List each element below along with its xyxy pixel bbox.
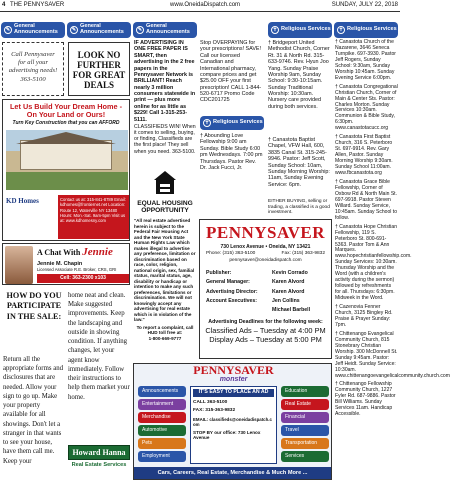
canastota-baptist-listing: † Canastota Baptist Chapel, VFW Hall, 600, 3835 Canal St. 315-245-9946. Pastor: Jeff Scott, Sunday School: 10am, Sunday Morning Worship: 11am, Sunday Evening Service: 6pm. — [268, 137, 330, 188]
megaphone-icon: ✎ — [5, 26, 11, 33]
place-ad-box — [190, 386, 277, 464]
monster-wordmark: monster — [219, 375, 248, 383]
article-body-left: Return all the appropriate forms and disclosures that are needed. Allow your sign to go up. Make your property available for all showings. Don't let a stranger in that wants to see your house, have them call me. Keep your — [3, 356, 64, 465]
listing-cazenovia: † Cazenovia Fenner Church, 3125 Bingley Rd. Praise & Prayer Sunday: 7pm. — [335, 304, 393, 328]
equal-housing-title: EQUAL HOUSING OPPORTUNITY — [137, 200, 193, 215]
dream-home-ad — [2, 99, 130, 241]
listing-chittenango-fellowship: † Chittenango Fellowship Community Church, 1227 Fyler Rd. 687-9886. Pastor Bill Williams. Sunday Services 11am. Handicap Accessible. — [335, 381, 396, 418]
category-announcements[interactable]: Announcements — [138, 386, 186, 397]
page-number: 4 — [2, 2, 6, 9]
cross-icon: ✝ — [338, 26, 344, 33]
religious-services-header-1: ✝ Religious Services — [268, 22, 332, 38]
listing-chittenango-evangelical: † Chittenango Evangelical Community Church, 815 Stonebrary Christian Worship. 300 McDonnell St. Sunday 9:45am. Pastor: Jeff Heidt. Sunday Service: 10:30am. www.chittenangoevangelicalcommunity.church.com — [335, 330, 450, 379]
monster-brand: PENNYSAVER — [193, 363, 274, 377]
listing-canastota-nazarene: † Canastota Church of the Nazarene, 3646 Seneca Turnpike. 697-3930. Pastor Jeff Rogers, Sunday School: 9:30am, Sunday Worship 10:45am. Sunday Evening Service 6:00pm. — [335, 39, 396, 81]
religious-services-header-mid: ✝ Religious Services — [200, 116, 264, 130]
category-employment[interactable]: Employment — [138, 451, 186, 462]
category-services[interactable]: Services — [281, 451, 329, 462]
place-ad-step-3: EMAIL: classifieds@oneidadispatch.com — [193, 417, 272, 428]
place-ad-headline: IT'S EASY TO PLACE AN AD — [193, 389, 274, 397]
pennysaver-logo: PENNYSAVER — [206, 223, 325, 242]
kd-homes-logo: KD Homes — [6, 197, 39, 205]
right-categories — [281, 386, 329, 462]
house-photo — [6, 130, 128, 190]
agent-photo — [5, 246, 33, 284]
website-link[interactable]: www.OneidaDispatch.com — [170, 2, 241, 9]
equal-housing-logo — [153, 170, 177, 196]
chat-with-jennie-ad — [2, 243, 130, 285]
agent-name: Jennie M. Chapin — [37, 261, 83, 267]
classifieds-win-ad: CLASSIFIEDS WIN! When it comes to selling, buying, or finding, Classifieds are the first place! They sell when you need. 363-5100. — [134, 124, 196, 155]
listing-grace-bible: † Canastota Grace Bible Fellowship, Corner of Oxbow Rd & North Main St. 697-9918. Pastor Steven Willard. Sunday Service, 10:45am. Sunday School to follow. — [335, 178, 398, 221]
office-email[interactable]: pennysaver@oneidadispatch.com — [229, 257, 302, 263]
category-travel[interactable]: Travel — [281, 425, 329, 436]
cross-icon: ✝ — [272, 26, 278, 33]
category-transportation[interactable]: Transportation — [281, 438, 329, 449]
megaphone-icon: ✎ — [71, 26, 77, 33]
religious-services-header-2: ✝ Religious Services — [334, 22, 398, 38]
issue-date: SUNDAY, JULY 22, 2018 — [331, 2, 398, 9]
place-ad-step-2: FAX: 315-363-9832 — [193, 408, 236, 414]
page-header — [0, 0, 400, 12]
category-pets[interactable]: Pets — [138, 438, 186, 449]
article-title: HOW DO YOU PARTICIPATE IN THE SALE: — [6, 291, 62, 321]
bridgeport-church-listing: † Bridgeport United Methodist Church, Corner Rt. 31 & North Rd. 315-633-9746. Rev. Hyun Joo Yang. Sunday Praise Worship 9am, Sunday School: 9:30-10:15am. Sunday Traditional Worship: 10:30am. Nursery care provided during both services. — [268, 40, 330, 110]
listing-canastota-congregational: † Canastota Congregational Christian Church, Corner of Main & Center Sts. Pastor: Charles Morton. Sunday Services 10:30am. Communion & Bible Study, 6:30pm. www.canastotacucc.org — [335, 83, 398, 132]
deadline-title: Advertising Deadlines for the following week: — [208, 318, 323, 325]
kd-homes-contact: Contact us at: 315-841-8789 Email: kdhomes@frontiernet.net Location: Route 12, Waterville NY 13480 Hours: Mon.-Sat. 9am-5pm Visit us at: www.kdhomesny.com — [58, 195, 129, 239]
either-buying-ad: EITHER BUYING, selling or trading, a classified is a good investment. — [268, 199, 330, 216]
prescription-ad: Stop OVERPAYING for your prescriptions! SAVE! Call our licensed Canadian and International pharmacy, compare prices and get $25.00 OFF your first prescription! CALL 1-844-520-6717 Promo Code CDC201725 — [200, 40, 262, 104]
religious-listings-column — [335, 39, 450, 480]
place-ad-step-4: STOP BY our office: 730 Lenox Avenue — [193, 430, 261, 441]
office-address: 730 Lenox Avenue • Oneida, NY 13421 — [220, 243, 311, 250]
dream-home-title: Let Us Build Your Dream Home - On Your Land or Ours! — [9, 102, 123, 120]
howard-hanna-logo: Howard Hanna Real Estate Services — [68, 445, 130, 479]
staff-list: Publisher: Kevin Corrado General Manager: Karen Alvord Advertising Director: Karen Alvord Account Executives: Jen Collins Michael Barbell — [206, 270, 311, 313]
office-fax: Fax: (315) 363-9832 — [281, 251, 325, 257]
place-ad-step-1: CALL 363-5100 — [193, 399, 228, 405]
listing-hope-christian: † Canastota Hope Christian Fellowship, 119 S. Peterboro St. 800-691-5363. Pastor Tom & Ann Marques. www.hopechristianfellowship.com. Sunday Services: 10:30am. Thursday Worship and the Word (with a children's activity during the sermon) followed by refreshments for all. Thursdays: 6:30pm. Midweek in the Word. — [335, 223, 412, 302]
general-announcements-header-3: ✎ General Announcements — [133, 22, 197, 38]
dream-home-subtitle: Turn Key Construction that you can AFFORD — [12, 119, 120, 126]
agent-phone: Cell: 363-2300 x103 — [37, 274, 129, 283]
article-body-right: home neat and clean. Make suggested improvements. Keep the landscaping and outside in showing condition. If anything changes, let your agent know immediately. Follow their instructions to help them market your home. — [68, 292, 130, 401]
abounding-love-listing: † Abounding Love Fellowship 9:00 am Sunday. Bible Study 6:00 pm Wednesdays. 7:00 pm Thursdays. Pastor Rev. Dr. Jack Fucci, Jr. — [200, 133, 263, 171]
category-real-estate[interactable]: Real Estate — [281, 399, 329, 410]
category-automotive[interactable]: Automotive — [138, 425, 186, 436]
chat-title: A Chat With Jennie — [37, 246, 113, 258]
general-announcements-header-2: ✎ General Announcements — [67, 22, 131, 38]
call-pennysaver-ad: Call Pennysaver for all your advertising needs! 363-5100 — [2, 42, 64, 96]
agent-credentials: Licensed Associate R.E. Broker, CRS, GRI — [37, 267, 117, 272]
listing-first-baptist: † Canastota First Baptist Church, 316 S. Peterboro St. 697-9914. Rev. Gary Allen, Pastor. Sunday Morning Worship 9:30am. Sunday School 11:00am. www.fbcanastota.org — [335, 134, 393, 177]
look-no-further-ad: LOOK NO FURTHER FOR GREAT DEALS — [68, 42, 130, 96]
paper-name: THE PENNYSAVER — [10, 2, 65, 9]
pennysaver-staff-ad — [199, 219, 332, 359]
cross-icon: ✝ — [204, 119, 210, 126]
office-phone: Phone: (315) 363-5100 — [206, 251, 256, 257]
category-merchandise[interactable]: Merchandise — [138, 412, 186, 423]
category-entertainment[interactable]: Entertainment — [138, 399, 186, 410]
left-categories — [138, 386, 186, 462]
advertising-network-ad: IF ADVERTISING IN ONE FREE PAPER IS SMART, then advertising in the 2 free papers in the Pennysaver Network is BRILLIANT! Reach nearly 3 million consumers statewide in print — plus more online for as little as $229! Call 1-315-253-5111. — [134, 40, 196, 123]
display-deadline: Display Ads – Tuesday at 5:00 PM — [209, 335, 322, 345]
monster-bottom-banner: Cars, Careers, Real Estate, Merchandise & Much More ... — [134, 467, 331, 479]
megaphone-icon: ✎ — [137, 26, 143, 33]
pennysaver-monster-ad — [133, 363, 332, 480]
house-icon — [153, 170, 177, 196]
category-education[interactable]: Education — [281, 386, 329, 397]
general-announcements-header-1: ✎ General Announcements — [1, 22, 65, 38]
classified-deadline: Classified Ads – Tuesday at 4:00 PM — [205, 325, 326, 335]
category-financial[interactable]: Financial — [281, 412, 329, 423]
equal-housing-text: "All real estate advertised herein is subject to the Federal Fair Housing Act and the New York State Human Rights Law which makes illegal to advertise any preference, limitation or discrimination based on race, color, religion, national origin, sex, familial status, marital status, age, disability or handicap or intention to make any such preferences, limitations or discrimination. We will not knowingly accept any advertising for real estate which is in violation of the law." To report a complaint, call HUD toll free at: 1-800-669-9777 — [134, 218, 196, 341]
